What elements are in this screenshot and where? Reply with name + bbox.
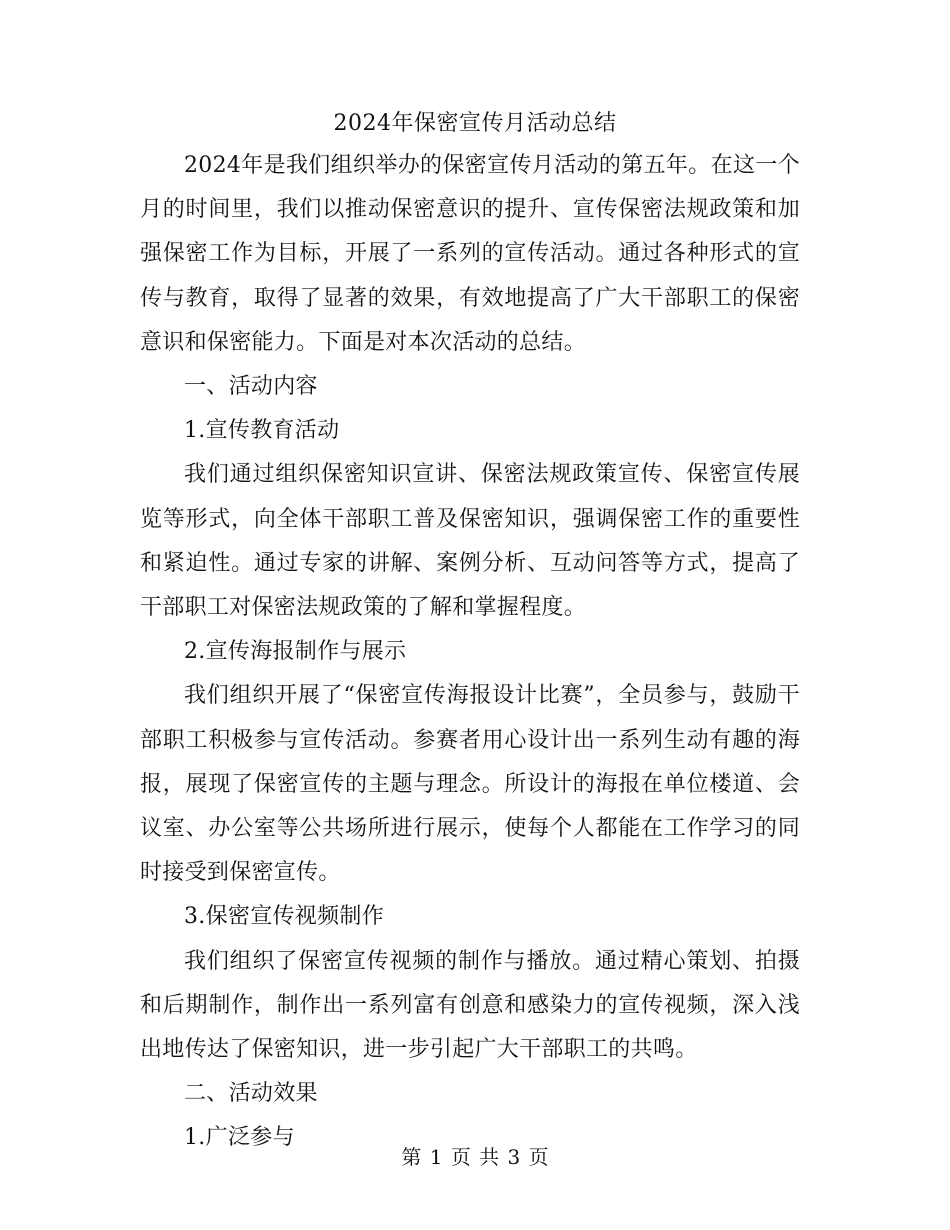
document-body [140,144,800,1161]
section-heading-activity-effect: 二、活动效果 [184,1081,318,1107]
subheading-video: 3.保密宣传视频制作 [184,904,384,930]
subheading-participation: 1.广泛参与 [184,1125,295,1151]
education-paragraph: 我们通过组织保密知识宣讲、保密法规政策宣传、保密宣传展览等形式，向全体干部职工普及保密知识，强调保密工作的重要性和紧迫性。通过专家的讲解、案例分析、互动问答等方式，提高了干部职工对保密法规政策的了解和掌握程度。 [140,462,800,621]
video-paragraph: 我们组织了保密宣传视频的制作与播放。通过精心策划、拍摄和后期制作，制作出一系列富有创意和感染力的宣传视频，深入浅出地传达了保密知识，进一步引起广大干部职工的共鸣。 [140,948,800,1063]
page-number-footer: 第 1 页 共 3 页 [401,1145,549,1169]
subheading-education: 1.宣传教育活动 [184,418,340,444]
section-heading-activity-content: 一、活动内容 [184,374,318,400]
subheading-poster: 2.宣传海报制作与展示 [184,639,407,665]
document-title: 2024年保密宣传月活动总结 [333,111,617,136]
intro-paragraph: 2024年是我们组织举办的保密宣传月活动的第五年。在这一个月的时间里，我们以推动保密意识的提升、宣传保密法规政策和加强保密工作为目标，开展了一系列的宣传活动。通过各种形式的宣传与教育，取得了显著的效果，有效地提高了广大干部职工的保密意识和保密能力。下面是对本次活动的总结。 [140,153,800,355]
poster-paragraph: 我们组织开展了“保密宣传海报设计比赛”，全员参与，鼓励干部职工积极参与宣传活动。参赛者用心设计出一系列生动有趣的海报，展现了保密宣传的主题与理念。所设计的海报在单位楼道、会议室、办公室等公共场所进行展示，使每个人都能在工作学习的同时接受到保密宣传。 [140,683,800,886]
